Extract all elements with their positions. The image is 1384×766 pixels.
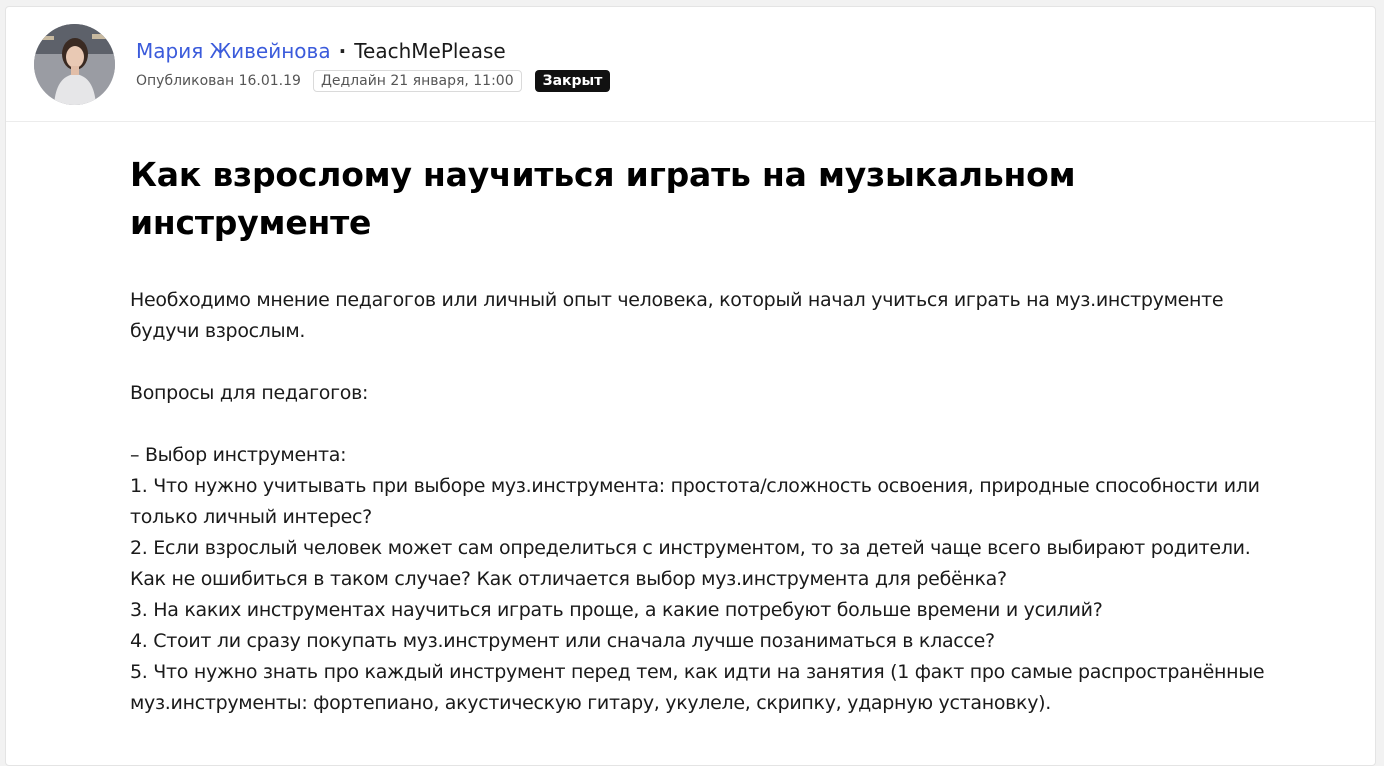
- organization-name[interactable]: TeachMePlease: [354, 39, 506, 63]
- post-header: [6, 7, 1375, 122]
- avatar[interactable]: [34, 24, 115, 105]
- meta-line: [136, 70, 610, 92]
- question-item-4: 4. Стоит ли сразу покупать муз.инструмент или сначала лучше позаниматься в классе?: [130, 630, 995, 652]
- published-date: Опубликован 16.01.19: [136, 73, 301, 89]
- question-item-1: 1. Что нужно учитывать при выборе муз.инструмента: простота/сложность освоения, природные способности или только личный интерес?: [130, 475, 1260, 528]
- intro-paragraph: Необходимо мнение педагогов или личный опыт человека, который начал учиться играть на муз.инструменте будучи взрослым.: [130, 289, 1224, 342]
- separator-dot: ·: [338, 39, 347, 63]
- section-heading: – Выбор инструмента:: [130, 444, 347, 466]
- question-item-3: 3. На каких инструментах научиться играть проще, а какие потребуют больше времени и усилий?: [130, 599, 1103, 621]
- status-badge: Закрыт: [535, 70, 611, 92]
- author-name-link[interactable]: Мария Живейнова: [136, 39, 331, 63]
- post-content: [130, 151, 1270, 719]
- questions-heading: Вопросы для педагогов:: [130, 382, 369, 404]
- question-item-2: 2. Если взрослый человек может сам определиться с инструментом, то за детей чаще всего выбирают родители. Как не ошибиться в таком случае? Как отличается выбор муз.инструмента для ребёнка?: [130, 537, 1251, 590]
- question-item-5: 5. Что нужно знать про каждый инструмент перед тем, как идти на занятия (1 факт про самые распространённые муз.инструменты: фортепиано, акустическую гитару, укулеле, скрипку, ударную установку).: [130, 661, 1265, 714]
- author-line: [136, 38, 506, 64]
- post-title: Как взрослому научиться играть на музыкальном инструменте: [130, 155, 1076, 242]
- post-card: [5, 6, 1376, 766]
- deadline-badge: Дедлайн 21 января, 11:00: [313, 70, 522, 92]
- post-body: [130, 285, 1270, 719]
